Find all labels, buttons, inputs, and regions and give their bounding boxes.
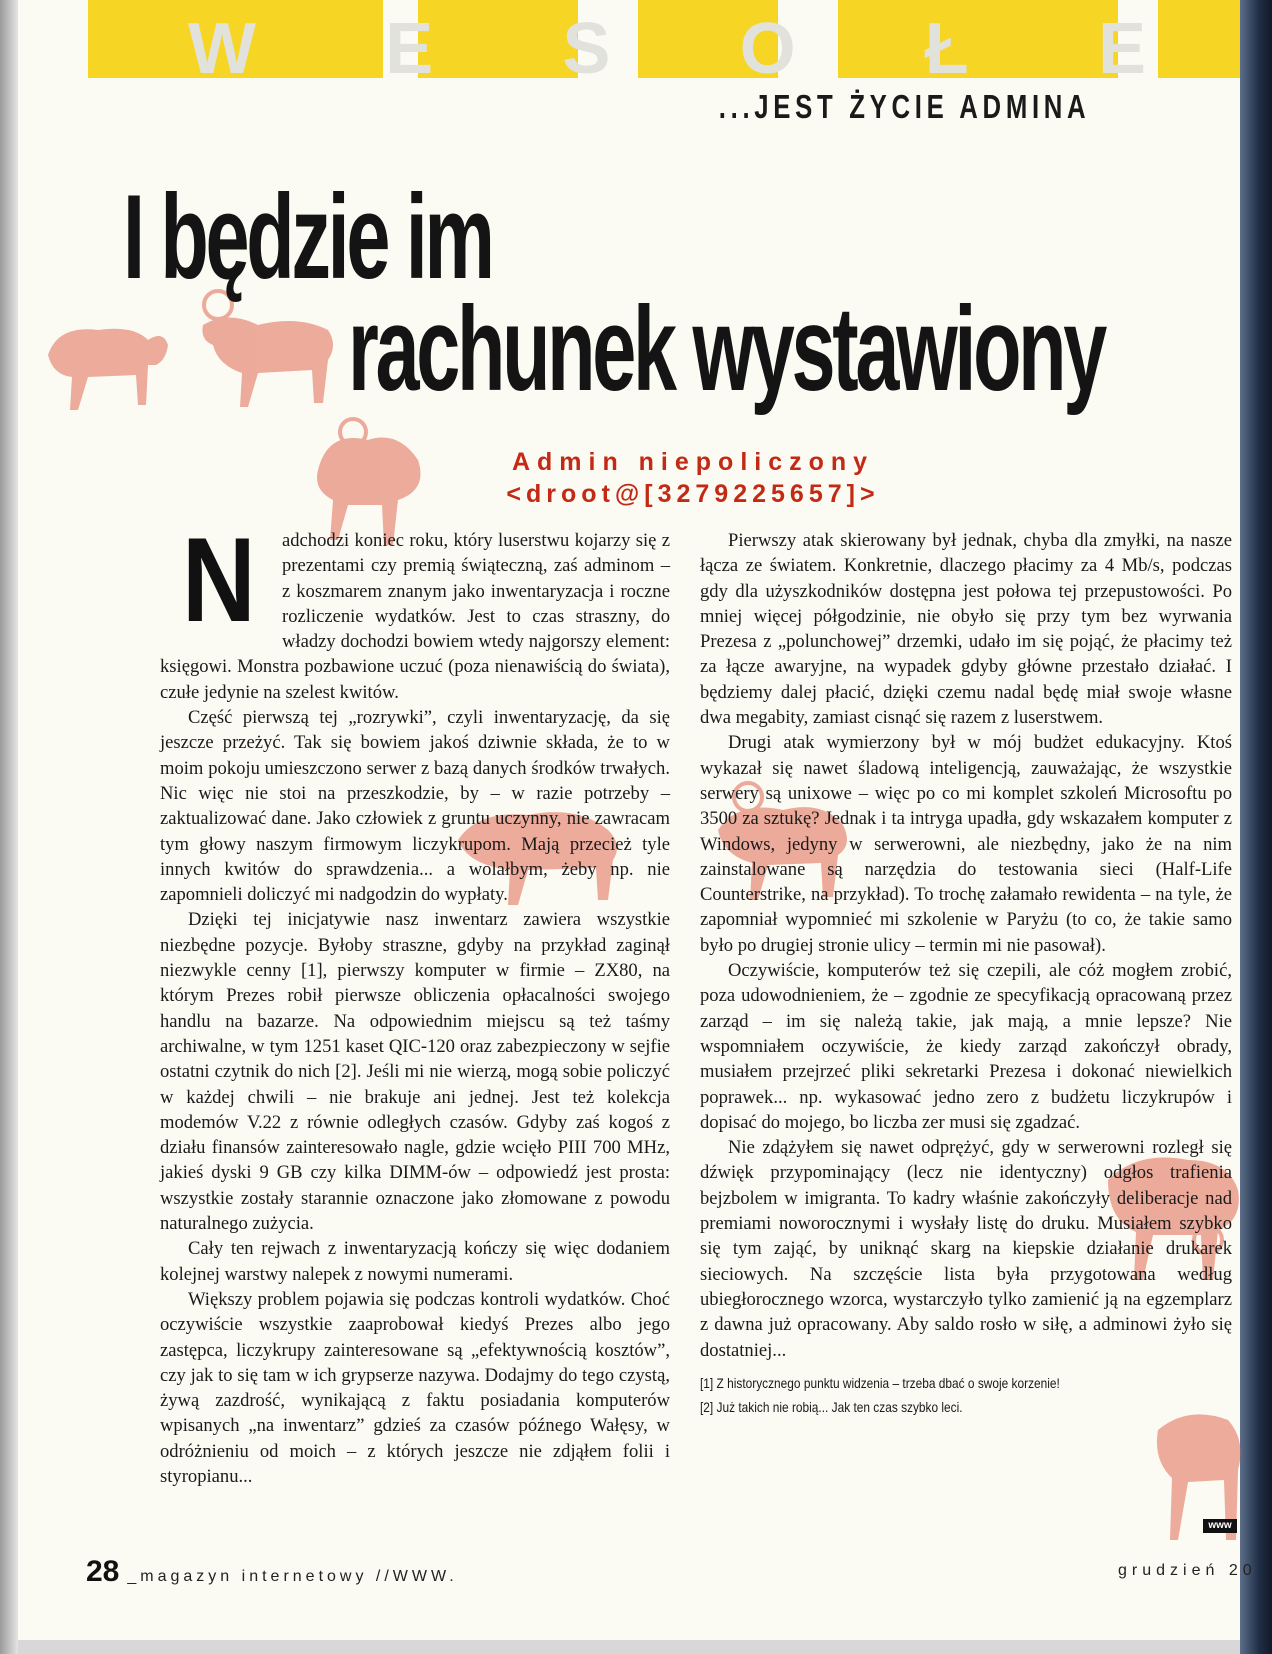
article-title-line-1: I będzie im bbox=[123, 170, 492, 304]
article-paragraph: Większy problem pojawia się podczas kontroli wydatków. Choć oczywiście wszystkie zaaprobował kiedyś Prezes albo jego zastępca, liczykrupy zainteresowane są „efektywnością kosztów”, czy jak to się tam w ich grypserze nazywa. Dodajmy do tego czystą, żywą zazdrość, wynikającą z faktu posiadania komputerów wpisanych „na inwentarz” gdzieś za czasów późnego Wałęsy, w odróżnieniu od moich – z których jeszcze nie zdjąłem folii i styropianu... bbox=[160, 1288, 670, 1487]
author-email: <droot@[3279225657]> bbox=[506, 480, 880, 508]
section-letter: W bbox=[188, 9, 258, 89]
magazine-page bbox=[18, 0, 1257, 1640]
footnote: [2] Już takich nie robią... Jak ten czas szybko leci. bbox=[700, 1398, 963, 1415]
footnote: [1] Z historycznego punktu widzenia – trzeba dbać o swoje korzenie! bbox=[700, 1374, 1060, 1391]
article-paragraph: Oczywiście, komputerów też się czepili, ale cóż mogłem zrobić, poza udowodnieniem, że – zgodnie ze specyfikacją opracowaną przez zarząd – im się należą takie, jak mają, a mnie lepsze? Nie wspomniałem oczywiście, że kiedy zarząd zakończył obrady, musiałem przejrzeć pliki sekretarki Prezesa i dokonać niewielkich poprawek... np. wykasować jedno zero z budżetu liczykrupów i dopisać do mojego, bo liczba zer musi się zgadzać. bbox=[700, 960, 1232, 1133]
section-letter: O bbox=[739, 9, 798, 89]
section-letter: E bbox=[385, 9, 436, 89]
page-footer-left bbox=[86, 1555, 458, 1589]
section-title-letters bbox=[188, 8, 1148, 89]
author-name: Admin niepoliczony bbox=[511, 448, 875, 476]
article-paragraph: Drugi atak wymierzony był w mój budżet edukacyjny. Ktoś wykazał się nawet śladową inteligencją, zauważając, że wszystkie serwery są unixowe – więc po co mi komplet szkoleń Microsoftu po 3500 za sztukę? Jednak i ta intryga upadła, gdy wskazałem komputer z Windows, jedyny w serwerowni, ale niezbędny, jako że na nim zainstalowane są narzędzia do testowania sieci (Half-Life Counterstrike, na przykład). To trochę załamało rewidenta – na tyle, że zapomniał wypomnieć mi szkolenie w Paryżu (to co, że takie samo było po drugiej stronie ulicy – termin mi nie pasował). bbox=[700, 732, 1232, 956]
article-paragraph: Część pierwszą tej „rozrywki”, czyli inwentaryzację, da się jeszcze przeżyć. Tak się bowiem jakoś dziwnie składa, że to w moim pokoju umieszczono serwer z bazą danych środków trwałych. Nic więc nie stoi na przeszkodzie, by – w razie potrzeby – zaktualizować dane. Jako człowiek z gruntu uczynny, nie zawracam tym głowy naszym firmowym liczykrupom. Mają przecież tyle innych kwitów do sprawdzenia... a wolałbym, żeby np. nie zapomnieli doliczyć mi nadgodzin do wypłaty. bbox=[160, 707, 670, 906]
band-gap bbox=[18, 0, 88, 78]
page-number: 28 bbox=[86, 1555, 120, 1588]
article-column-right bbox=[700, 528, 1232, 1419]
section-kicker: ...JEST ŻYCIE ADMINA bbox=[718, 88, 1090, 125]
article-column-left bbox=[160, 513, 670, 1489]
footnotes bbox=[700, 1371, 1210, 1419]
article-end-mark: www bbox=[1203, 1519, 1237, 1533]
article-paragraph: Pierwszy atak skierowany był jednak, chyba dla zmyłki, na nasze łącza ze światem. Konkretnie, dlaczego płacimy za 4 Mb/s, podczas gdy dla użyszkodników dostępna jest połowa tej przepustowości. Po mniej więcej półgodzinie, nie obyło się przy tym bez wyrwania Prezesa z „polunchowej” drzemki, udało im się pojąć, że płacimy też za łącze awaryjne, na wypadek gdyby główne przestało działać. I będziemy dalej płacić, dzięki czemu nadal będę miał swoje własne dwa megabity, zamiast cisnąć się razem z luserstwem. bbox=[700, 530, 1232, 729]
article-title-line-2: rachunek wystawiony bbox=[348, 282, 1104, 416]
article-paragraph: adchodzi koniec roku, który luserstwu kojarzy się z prezentami czy premią świąteczną, zaś adminom – z koszmarem znanym jako inwentaryzacja i roczne rozliczenie wydatków. Jest to czas straszny, do władzy dochodzi bowiem wtedy najgorszy element: księgowi. Monstra pozbawione uczuć (poza nienawiścią do świata), czułe jedynie na szelest kwitów. bbox=[160, 530, 670, 703]
article-paragraph: Dzięki tej inicjatywie nasz inwentarz zawiera wszystkie niezbędne pozycje. Byłoby straszne, gdyby na przykład zaginął niezwykle cenny [1], pierwszy komputer w firmie – ZX80, na którym Prezes robił pierwsze obliczenia opłacalności swojego handlu na bazarze. Na odpowiednim miejscu są też taśmy archiwalne, w tym 1251 kaset QIC-120 oraz zabezpieczony w sejfie ostatni czytnik do nich [2]. Jeśli mi nie wierzą, mogą sobie policzyć w każdej chwili – nie brakuje ani jednej. Jest też kolekcja modemów V.22 z równie odległych czasów. Gdyby zaś kogoś z działu finansów zainteresowało nagle, gdzie wcięło PIII 700 MHz, jakieś dyski 9 GB czy kilka DIMM-ów – odpowiedź jest prosta: wszystkie zostały starannie oznaczone jako złomowane z powodu naturalnego zużycia. bbox=[160, 909, 670, 1235]
section-letter: Ł bbox=[924, 9, 971, 89]
issue-date: grudzień 20 bbox=[1118, 1562, 1257, 1579]
page-binding-edge bbox=[0, 0, 18, 1654]
section-letter: S bbox=[562, 9, 613, 89]
article-paragraph: Cały ten rejwach z inwentaryzacją kończy się więc dodaniem kolejnej warstwy nalepek z nowymi numerami. bbox=[160, 1238, 670, 1285]
magazine-name: _magazyn internetowy //WWW. bbox=[127, 1568, 458, 1585]
article-paragraph: Nie zdążyłem się nawet odprężyć, gdy w serwerowni rozległ się dźwięk przypominający (lecz nie identyczny) odgłos trafienia bejzbolem w imigranta. To kadry właśnie zakończyły deliberacje nad premiami noworocznymi i wysłały listę do druku. Musiałem szybko się tym zająć, by uniknąć skarg na kiepskie działanie drukarek sieciowych. Na szczęście lista była przygotowana według ubiegłorocznego wzorca, wystarczyło tylko zamienić ją na egzemplarz z dawna już opracowany. Aby saldo rosło w siłę, a adminowi żyło się dostatniej... bbox=[700, 1137, 1232, 1361]
drop-cap: N bbox=[182, 513, 256, 647]
section-letter: E bbox=[1097, 9, 1148, 89]
